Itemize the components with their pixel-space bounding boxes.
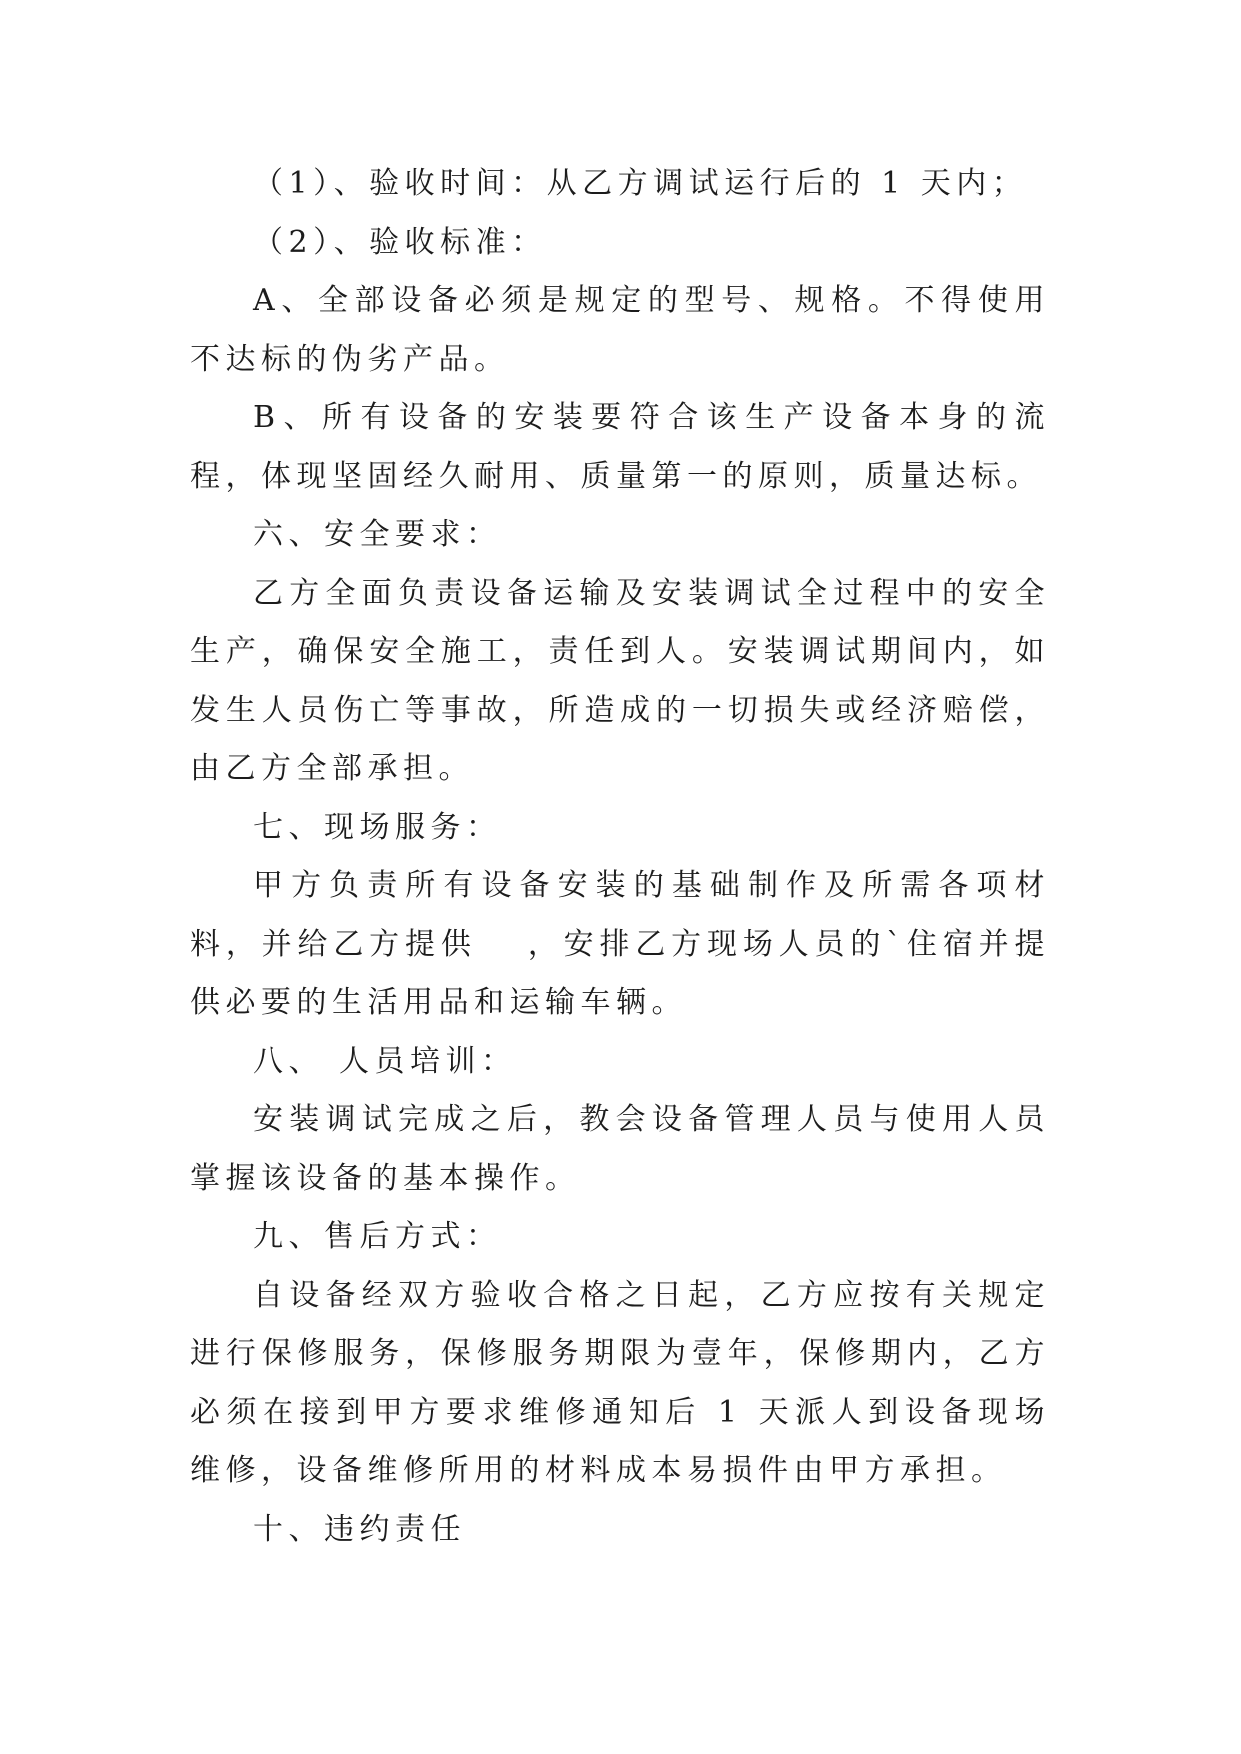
section-heading-liability: 十、违约责任 <box>253 1511 466 1547</box>
onsite-service-paragraph: 甲方负责所有设备安装的基础制作及所需各项材料，并给乙方提供 ，安排乙方现场人员的`住宿并提供必要的生活用品和运输车辆。 <box>190 868 1050 1020</box>
acceptance-time-item: （1）、验收时间：从乙方调试运行后的 1 天内； <box>253 166 1028 201</box>
section-heading-safety: 六、安全要求： <box>253 517 502 552</box>
after-sales-paragraph: 自设备经双方验收合格之日起，乙方应按有关规定进行保修服务，保修服务期限为壹年，保修期内，乙方必须在接到甲方要求维修通知后 1 天派人到设备现场维修，设备维修所用的材料成本易损件由甲方承担。 <box>190 1277 1050 1488</box>
standard-a-paragraph: A、全部设备必须是规定的型号、规格。不得使用不达标的伪劣产品。 <box>190 283 1050 377</box>
training-paragraph: 安装调试完成之后，教会设备管理人员与使用人员掌握该设备的基本操作。 <box>190 1102 1050 1196</box>
standard-b-paragraph: B、所有设备的安装要符合该生产设备本身的流程，体现坚固经久耐用、质量第一的原则，质量达标。 <box>190 400 1050 494</box>
acceptance-standard-item: （2）、验收标准： <box>253 224 547 260</box>
document-body <box>190 155 1050 1559</box>
section-heading-training: 八、 人员培训： <box>253 1043 517 1079</box>
section-heading-onsite-service: 七、现场服务： <box>253 809 502 845</box>
section-heading-after-sales: 九、售后方式： <box>253 1219 502 1254</box>
safety-paragraph: 乙方全面负责设备运输及安装调试全过程中的安全生产，确保安全施工，责任到人。安装调试期间内，如发生人员伤亡等事故，所造成的一切损失或经济赔偿，由乙方全部承担。 <box>190 575 1050 786</box>
